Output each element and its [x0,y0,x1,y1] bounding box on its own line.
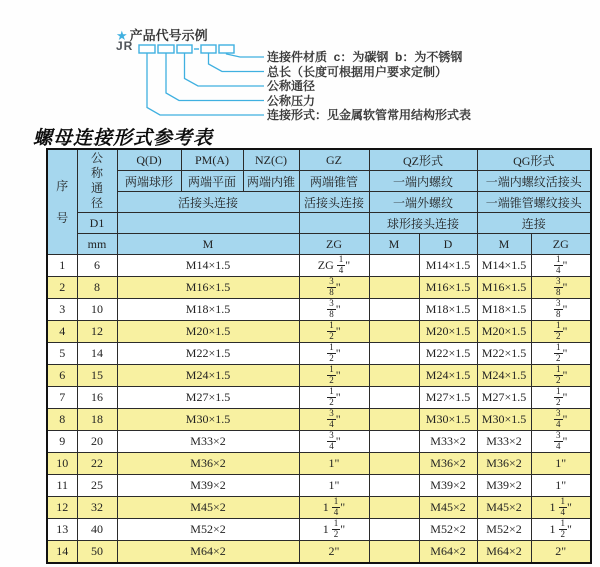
cell-zg: $\frac{1}{2}$ " [299,365,369,387]
cell-dn: 20 [77,431,117,453]
cell-dn: 40 [77,519,117,541]
cell-qg-zg: 1" [531,475,591,497]
header-qz-sub2: D [419,234,477,255]
header-pm-desc: 两端平面 [181,171,243,192]
cell-m: M16×1.5 [117,277,299,299]
cell-qg-m: M45×2 [477,497,531,519]
table-row [47,321,591,343]
cell-qz-d: M18×1.5 [419,299,477,321]
cell-qg-zg: $\frac{1}{2}$ " [531,321,591,343]
cell-qg-zg: 2" [531,541,591,564]
code-boxes [139,45,234,53]
cell-dn: 18 [77,409,117,431]
header-m: M [117,234,299,255]
cell-seq: 4 [47,321,77,343]
cell-qg-m: M22×1.5 [477,343,531,365]
cell-qg-m: M14×1.5 [477,255,531,277]
table-row [47,365,591,387]
header-qg-code: QG形式 [477,149,591,171]
cell-qg-m: M27×1.5 [477,387,531,409]
table-row [47,255,591,277]
header-gz-sub: ZG [299,234,369,255]
cell-qz-m [369,519,419,541]
cell-dn: 22 [77,453,117,475]
cell-dn: 6 [77,255,117,277]
cell-m: M30×1.5 [117,409,299,431]
label-total-length: 总长（长度可根据用户要求定制） [267,64,448,79]
cell-dn: 10 [77,299,117,321]
cell-m: M14×1.5 [117,255,299,277]
table-row [47,431,591,453]
cell-qg-m: M18×1.5 [477,299,531,321]
cell-m: M22×1.5 [117,343,299,365]
cell-seq: 3 [47,299,77,321]
header-nz-desc: 两端内锥 [243,171,299,192]
header-union-conn: 活接头连接 [117,192,299,213]
cell-qz-m [369,343,419,365]
header-nz-code: NZ(C) [243,149,299,171]
cell-qz-d: M64×2 [419,541,477,564]
table-row [47,519,591,541]
leader-lines [147,53,264,115]
cell-seq: 14 [47,541,77,564]
header-qg-sub1: M [477,234,531,255]
cell-zg: $\frac{1}{2}$ " [299,387,369,409]
cell-qz-m [369,387,419,409]
table-body [47,255,591,564]
code-box-2 [158,45,174,53]
cell-seq: 5 [47,343,77,365]
cell-m: M24×1.5 [117,365,299,387]
cell-qz-d: M52×2 [419,519,477,541]
cell-qg-zg: $\frac{3}{8}$ " [531,277,591,299]
label-connection-form: 连接形式：见金属软管常用结构形式表 [267,108,472,122]
cell-qz-d: M45×2 [419,497,477,519]
cell-m: M33×2 [117,431,299,453]
table-row [47,541,591,564]
cell-seq: 1 [47,255,77,277]
header-qz-conn: 球形接头连接 [369,213,477,234]
cell-dn: 12 [77,321,117,343]
header-dn: 公 称 通 径 [77,149,117,213]
code-box-5 [219,45,234,53]
cell-seq: 2 [47,277,77,299]
header-qz-code: QZ形式 [369,149,477,171]
cell-qz-m [369,453,419,475]
cell-m: M18×1.5 [117,299,299,321]
cell-seq: 11 [47,475,77,497]
cell-qz-d: M30×1.5 [419,409,477,431]
table-header [47,149,591,255]
label-nominal-diameter: 公称通径 [267,79,316,93]
table-row [47,343,591,365]
header-qz-desc1: 一端内螺纹 [369,171,477,192]
nut-connection-table [46,148,592,564]
cell-m: M27×1.5 [117,387,299,409]
cell-dn: 14 [77,343,117,365]
table-row [47,475,591,497]
header-qz-sub1: M [369,234,419,255]
cell-qg-zg: $\frac{3}{8}$ " [531,299,591,321]
cell-dn: 15 [77,365,117,387]
header-pm-code: PM(A) [181,149,243,171]
cell-zg: 1" [299,475,369,497]
cell-qg-zg: $\frac{1}{2}$ " [531,387,591,409]
header-empty-left [117,213,299,234]
cell-qg-m: M52×2 [477,519,531,541]
cell-m: M52×2 [117,519,299,541]
code-box-1 [139,45,155,53]
cell-dn: 50 [77,541,117,564]
cell-seq: 9 [47,431,77,453]
cell-qg-zg: 1" [531,453,591,475]
table-row [47,277,591,299]
cell-qz-m [369,541,419,564]
cell-qg-m: M36×2 [477,453,531,475]
cell-zg: ZG $\frac{1}{4}$ " [299,255,369,277]
cell-seq: 8 [47,409,77,431]
cell-qz-d: M16×1.5 [419,277,477,299]
header-qg-desc1: 一端内螺纹活接头 [477,171,591,192]
cell-qg-zg: 1 $\frac{1}{4}$ " [531,497,591,519]
cell-m: M45×2 [117,497,299,519]
header-gz-conn: 活接头连接 [299,192,369,213]
code-box-3 [177,45,192,53]
cell-seq: 6 [47,365,77,387]
table-row [47,387,591,409]
cell-zg: $\frac{3}{4}$ " [299,409,369,431]
cell-qz-m [369,321,419,343]
cell-seq: 12 [47,497,77,519]
header-gz-desc: 两端锥管 [299,171,369,192]
table-title: 螺母连接形式参考表 [33,127,214,149]
cell-qz-d: M36×2 [419,453,477,475]
cell-qz-m [369,255,419,277]
cell-qz-d: M14×1.5 [419,255,477,277]
cell-dn: 16 [77,387,117,409]
cell-qg-zg: $\frac{3}{4}$ " [531,409,591,431]
cell-qz-d: M39×2 [419,475,477,497]
cell-qg-m: M33×2 [477,431,531,453]
table-row [47,453,591,475]
code-box-4 [201,45,216,53]
cell-qz-m [369,409,419,431]
cell-qg-m: M20×1.5 [477,321,531,343]
header-qg-conn: 连接 [477,213,591,234]
header-qg-desc2: 一端锥管螺纹接头 [477,192,591,213]
cell-m: M36×2 [117,453,299,475]
label-nominal-pressure: 公称压力 [267,93,316,108]
cell-dn: 32 [77,497,117,519]
cell-m: M64×2 [117,541,299,564]
cell-m: M20×1.5 [117,321,299,343]
cell-seq: 7 [47,387,77,409]
cell-zg: $\frac{1}{2}$ " [299,343,369,365]
cell-qz-d: M27×1.5 [419,387,477,409]
cell-qg-m: M64×2 [477,541,531,564]
cell-qg-m: M16×1.5 [477,277,531,299]
cell-qz-d: M33×2 [419,431,477,453]
table-row [47,497,591,519]
star-icon: ★ [116,28,128,43]
cell-qg-m: M30×1.5 [477,409,531,431]
cell-dn: 25 [77,475,117,497]
cell-zg: 1" [299,453,369,475]
leader-line-form [147,53,264,115]
cell-dn: 8 [77,277,117,299]
cell-qz-m [369,475,419,497]
cell-qz-m [369,299,419,321]
cell-zg: $\frac{1}{2}$ " [299,321,369,343]
header-mm: mm [77,234,117,255]
header-gz-code: GZ [299,149,369,171]
table-row [47,409,591,431]
cell-zg: 2" [299,541,369,564]
header-empty-gz [299,213,369,234]
cell-qg-zg: $\frac{1}{2}$ " [531,343,591,365]
header-qz-desc2: 一端外螺纹 [369,192,477,213]
diagram-title-text: 产品代号示例 [129,28,208,43]
cell-zg: $\frac{3}{8}$ " [299,277,369,299]
label-material: 连接件材质 c：为碳钢 b：为不锈钢 [267,50,463,64]
cell-qz-m [369,365,419,387]
cell-zg: $\frac{3}{8}$ " [299,299,369,321]
cell-qz-m [369,431,419,453]
header-seq: 序 号 [47,149,77,255]
code-prefix: JR [116,39,134,53]
cell-qg-m: M39×2 [477,475,531,497]
cell-qz-m [369,277,419,299]
cell-seq: 10 [47,453,77,475]
header-q-desc: 两端球形 [117,171,181,192]
cell-m: M39×2 [117,475,299,497]
header-q-code: Q(D) [117,149,181,171]
cell-qz-d: M24×1.5 [419,365,477,387]
cell-qg-zg: $\frac{1}{2}$ " [531,365,591,387]
cell-qg-zg: 1 $\frac{1}{2}$ " [531,519,591,541]
cell-zg: 1 $\frac{1}{4}$ " [299,497,369,519]
cell-qz-m [369,497,419,519]
cell-qz-d: M22×1.5 [419,343,477,365]
cell-qg-zg: $\frac{1}{4}$ " [531,255,591,277]
leader-line-pressure [166,53,264,101]
leader-line-dn [185,53,265,86]
header-qg-sub2: ZG [531,234,591,255]
cell-qg-zg: $\frac{3}{4}$ " [531,431,591,453]
cell-zg: 1 $\frac{1}{2}$ " [299,519,369,541]
cell-zg: $\frac{3}{4}$ " [299,431,369,453]
header-d1: D1 [77,213,117,234]
table-row [47,299,591,321]
cell-qz-d: M20×1.5 [419,321,477,343]
cell-seq: 13 [47,519,77,541]
cell-qg-m: M24×1.5 [477,365,531,387]
